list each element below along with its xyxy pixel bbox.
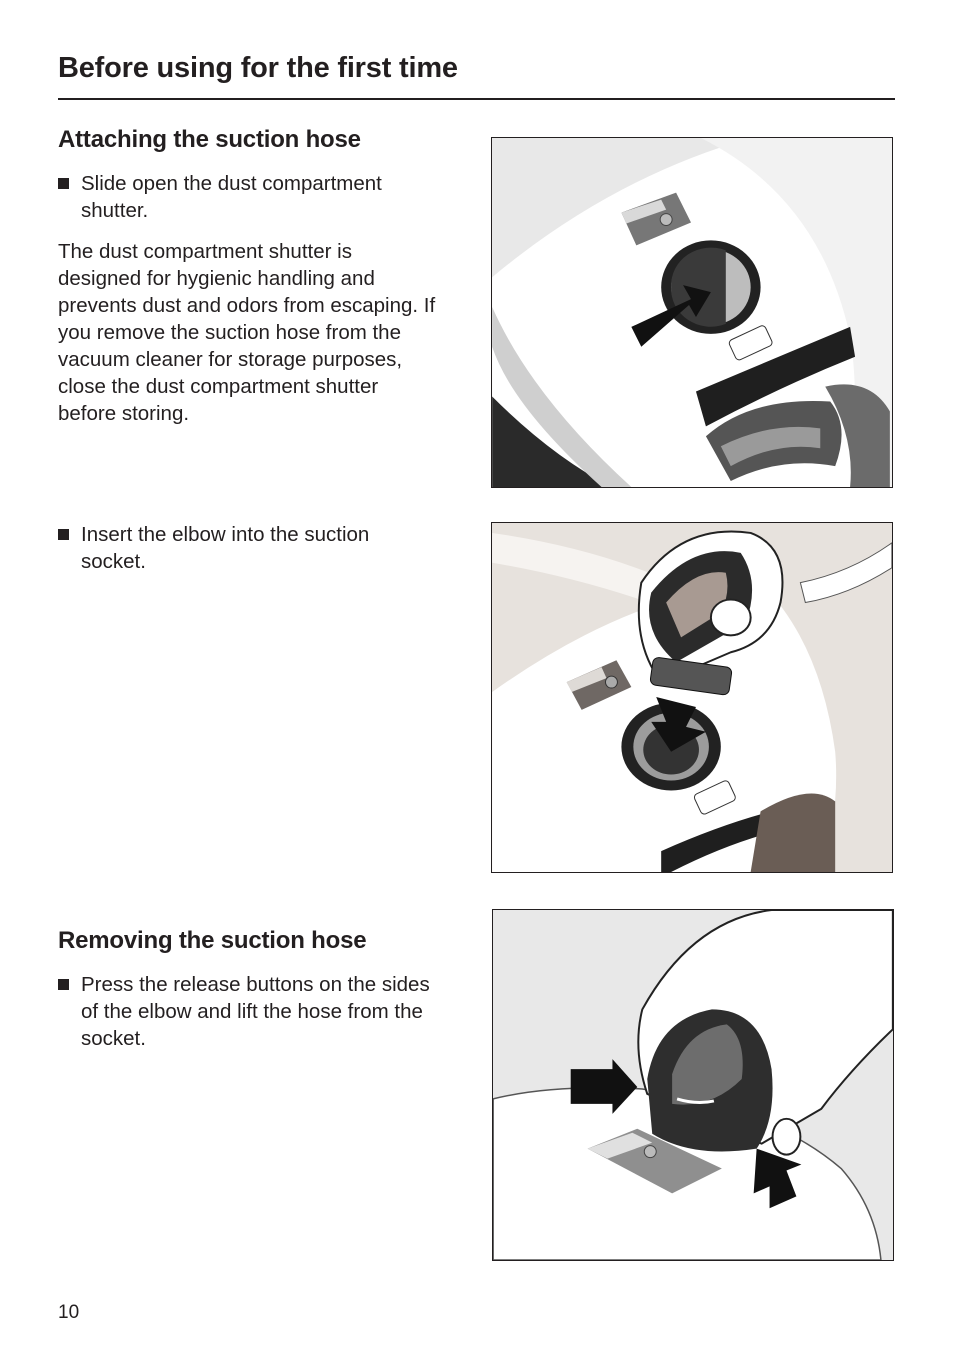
illustration-open-shutter xyxy=(491,137,893,488)
section-heading-removing: Removing the suction hose xyxy=(58,927,367,954)
step-slide-open-shutter xyxy=(58,170,438,224)
bullet-square-icon xyxy=(58,529,69,540)
bullet-square-icon xyxy=(58,178,69,189)
page-title: Before using for the first time xyxy=(58,52,458,84)
vacuum-shutter-illustration xyxy=(492,138,892,487)
step-press-release-buttons xyxy=(58,971,438,1052)
vacuum-insert-elbow-illustration xyxy=(492,523,892,872)
step-text: Press the release buttons on the sides of the elbow and lift the hose from the socket. xyxy=(81,973,430,1050)
title-divider xyxy=(58,98,895,100)
vacuum-remove-hose-illustration xyxy=(493,910,893,1260)
illustration-insert-elbow xyxy=(491,522,893,873)
step-text: Slide open the dust compartment shutter. xyxy=(81,172,382,222)
step-insert-elbow xyxy=(58,521,438,575)
shutter-description: The dust compartment shutter is designed for hygienic handling and prevents dust and odors from escaping. If you remove the suction hose from the vacuum cleaner for storage purposes, close the dust compartment shutter before storing. xyxy=(58,240,436,425)
illustration-remove-hose xyxy=(492,909,894,1261)
bullet-square-icon xyxy=(58,979,69,990)
page-number: 10 xyxy=(58,1302,80,1323)
section-heading-attaching: Attaching the suction hose xyxy=(58,126,361,153)
step-text: Insert the elbow into the suction socket. xyxy=(81,523,370,573)
